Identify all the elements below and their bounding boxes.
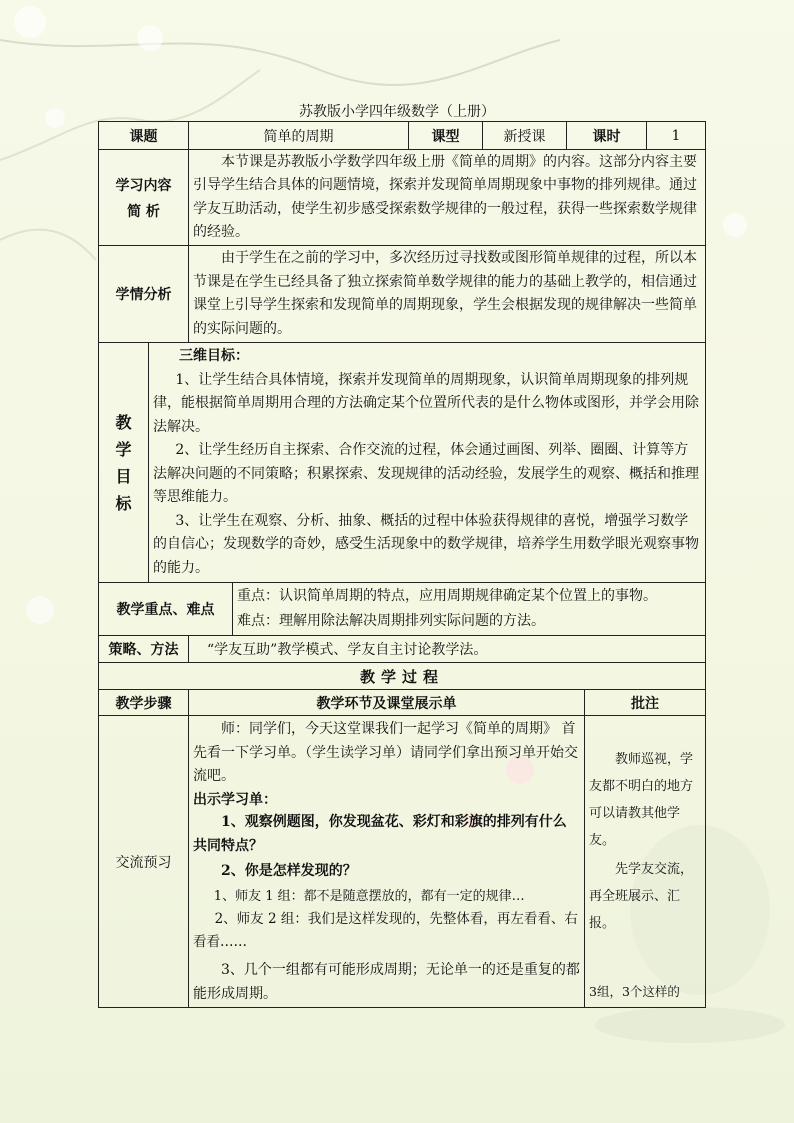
question-2: 2、你是怎样发现的？ (221, 863, 357, 879)
branch-decoration (0, 40, 560, 85)
objectives-content (149, 343, 706, 583)
header-row (99, 122, 706, 150)
answer-2: 2、师友 2 组：我们是这样发现的，先整体看，再左看看、右看看…… (193, 911, 578, 950)
objective-item: 2、让学生经历自主探索、合作交流的过程，体会通过画图、列举、圈圈、计算等方法解决问题的不同策略；积累探索、发现规律的活动经验，发展学生的观察、概括和推理等思维能力。 (153, 442, 699, 505)
objectives-label-char: 学 (115, 439, 132, 459)
notes-column-header: 批注 (585, 690, 706, 716)
learner-analysis-text: 由于学生在之前的学习中，多次经历过寻找数或图形简单规律的过程，所以本节课是在学生已经具备了独立探索简单数学规律的能力的基础上教学的，相信通过课堂上引导学生探索和发现简单的周期现象，学生会根据发现的规律解决一些简单的实际问题的。 (189, 246, 706, 343)
study-sheet-title: 出示学习单： (193, 791, 277, 808)
content-analysis-text: 本节课是苏教版小学数学四年级上册《简单的周期》的内容。这部分内容主要引导学生结合具体的问题情境，探索并发现简单周期现象中事物的排列规律。通过学友互助活动，使学生初步感受探索数学规律的一般过程，获得一些探索数学规律的经验。 (189, 150, 706, 246)
process-header-row (99, 690, 706, 716)
question-1: 1、观察例题图，你发现盆花、彩灯和彩旗的排列有什么共同特点？ (193, 814, 567, 854)
key-points-content (233, 583, 706, 636)
topic-label: 课题 (99, 122, 189, 150)
flower-decoration (26, 596, 54, 624)
note-1: 教师巡视，学友都不明白的地方可以请教其他学友。 (589, 752, 694, 848)
flower-decoration (723, 213, 747, 237)
type-label: 课型 (409, 122, 483, 150)
objectives-row (99, 343, 706, 583)
content-analysis-label-line1: 学习内容 (115, 177, 172, 194)
objectives-label-char: 标 (115, 493, 132, 513)
content-analysis-label (99, 150, 189, 246)
objectives-label-char: 目 (115, 466, 132, 486)
answer-3: 3、几个一组都有可能形成周期；无论单一的还是重复的都能形成周期。 (193, 962, 580, 1002)
learner-analysis-row (99, 246, 706, 343)
strategy-label: 策略、方法 (99, 636, 189, 663)
process-title: 教学过程 (99, 663, 706, 690)
step-notes (585, 716, 706, 1008)
steps-column-header: 教学步骤 (99, 690, 189, 716)
key-points-label: 教学重点、难点 (99, 583, 233, 636)
flower-decoration (14, 6, 46, 38)
key-point-text: 重点：认识简单周期的特点，应用周期规律确定某个位置上的事物。 (237, 588, 657, 604)
objective-item: 3、让学生在观察、分析、抽象、概括的过程中体验获得规律的喜悦，增强学习数学的自信心；发现数学的奇妙，感受生活现象中的数学规律，培养学生用数学眼光观察事物的能力。 (153, 512, 699, 576)
process-title-row (99, 663, 706, 690)
process-step-row (99, 716, 706, 1008)
learner-analysis-label: 学情分析 (99, 246, 189, 343)
teacher-intro: 师：同学们，今天这堂课我们一起学习《简单的周期》 首先看一下学习单。（学生读学习单）请同学们拿出预习单开始交流吧。 (193, 721, 578, 784)
flower-decoration (137, 25, 163, 51)
lesson-plan-table (98, 121, 706, 1008)
content-column-header: 教学环节及课堂展示单 (189, 690, 585, 716)
hours-label: 课时 (567, 122, 647, 150)
hours-value: 1 (647, 122, 706, 150)
document-title: 苏教版小学四年级数学（上册） (299, 104, 495, 120)
objectives-label-char: 教 (115, 412, 132, 432)
objectives-label (99, 343, 149, 583)
answer-1: 1、师友 1 组：都不是随意摆放的，都有一定的规律… (213, 888, 525, 904)
strategy-text: “学友互助”教学模式、学友自主讨论教学法。 (189, 636, 706, 663)
difficulty-text: 难点：理解用除法解决周期排列实际问题的方法。 (237, 613, 545, 629)
strategy-row (99, 636, 706, 663)
type-value: 新授课 (483, 122, 567, 150)
objective-item: 1、让学生结合具体情境，探索并发现简单的周期现象，认识简单周期现象的排列规律，能根据简单周期用合理的方法确定某个位置所代表的是什么物体或图形，并学会用除法解决。 (153, 371, 699, 435)
saucer-decoration (595, 1007, 785, 1043)
topic-value: 简单的周期 (189, 122, 409, 150)
key-points-row (99, 583, 706, 636)
step-name: 交流预习 (99, 716, 189, 1008)
note-3: 3组，3个这样的 (589, 984, 680, 999)
content-analysis-label-line2: 简 析 (127, 203, 160, 220)
step-content (189, 716, 585, 1008)
note-2: 先学友交流，再全班展示、汇报。 (589, 862, 694, 931)
branch-decoration (0, 230, 96, 260)
content-analysis-row (99, 150, 706, 246)
objectives-heading: 三维目标： (179, 348, 249, 364)
